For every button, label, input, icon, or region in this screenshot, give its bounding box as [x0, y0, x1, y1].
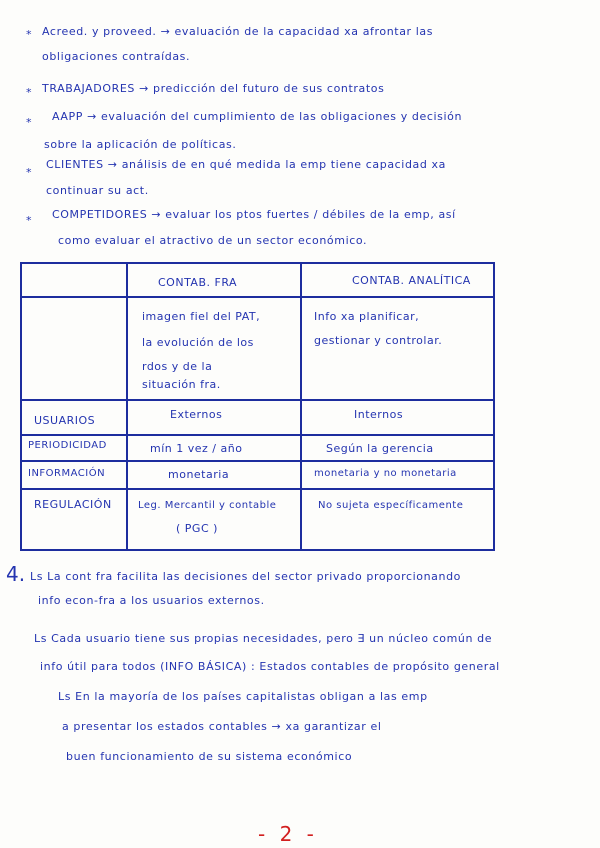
bullet-text-line: AAPP → evaluación del cumplimiento de las obligaciones y decisión [52, 110, 463, 123]
bullet-marker: * [26, 166, 32, 179]
purpose-fra-line: situación fra. [142, 378, 221, 391]
purpose-analitica-line: Info xa planificar, [314, 310, 420, 323]
paragraph-line: buen funcionamiento de su sistema económico [66, 750, 353, 763]
cell-usuarios-fra: Externos [170, 408, 223, 421]
row-label-usuarios: USUARIOS [34, 414, 96, 427]
bullet-marker: * [26, 28, 32, 41]
cell-usuarios-analitica: Internos [354, 408, 404, 421]
cell-regulacion-analitica: No sujeta específicamente [318, 500, 464, 511]
paragraph-line: a presentar los estados contables → xa garantizar el [62, 720, 382, 733]
bullet-marker: * [26, 214, 32, 227]
section4-line: info econ-fra a los usuarios externos. [38, 594, 265, 607]
bullet-text-line: CLIENTES → análisis de en qué medida la emp tiene capacidad xa [46, 158, 447, 171]
row-label-periodicidad: PERIODICIDAD [28, 440, 107, 451]
table-header-analitica: CONTAB. ANALÍTICA [352, 274, 471, 287]
bullet-text-line: TRABAJADORES → predicción del futuro de sus contratos [42, 82, 385, 95]
purpose-fra-line: rdos y de la [142, 360, 213, 373]
purpose-fra-line: imagen fiel del PAT, [142, 310, 261, 323]
bullet-text-line: sobre la aplicación de políticas. [44, 138, 237, 151]
section4-line: Ls La cont fra facilita las decisiones del sector privado proporcionando [30, 570, 462, 583]
cell-periodicidad-analitica: Según la gerencia [326, 442, 434, 455]
bullet-text-line: COMPETIDORES → evaluar los ptos fuertes / débiles de la emp, así [52, 208, 456, 221]
row-label-informacion: INFORMACIÓN [28, 468, 106, 479]
cell-regulacion-fra: Leg. Mercantil y contable [138, 500, 277, 511]
cell-informacion-fra: monetaria [168, 468, 230, 481]
cell-periodicidad-fra: mín 1 vez / año [150, 442, 243, 455]
row-label-regulacion: REGULACIÓN [34, 498, 112, 511]
bullet-marker: * [26, 86, 32, 99]
bullet-text-line: obligaciones contraídas. [42, 50, 191, 63]
comparison-table [20, 262, 495, 551]
paragraph-line: Ls En la mayoría de los países capitalistas obligan a las emp [58, 690, 428, 703]
section-number: 4. [6, 562, 26, 586]
bullet-marker: * [26, 116, 32, 129]
paragraph-line: info útil para todos (INFO BÁSICA) : Estados contables de propósito general [40, 660, 500, 673]
bullet-text-line: como evaluar el atractivo de un sector económico. [58, 234, 368, 247]
bullet-text-line: Acreed. y proveed. → evaluación de la capacidad xa afrontar las [42, 25, 434, 38]
table-header-fra: CONTAB. FRA [158, 276, 238, 289]
cell-regulacion-fra-2: ( PGC ) [176, 522, 218, 535]
purpose-fra-line: la evolución de los [142, 336, 254, 349]
bullet-text-line: continuar su act. [46, 184, 149, 197]
cell-informacion-analitica: monetaria y no monetaria [314, 468, 457, 479]
paragraph-line: Ls Cada usuario tiene sus propias necesidades, pero ∃ un núcleo común de [34, 632, 493, 645]
purpose-analitica-line: gestionar y controlar. [314, 334, 443, 347]
page-number: - 2 - [258, 822, 318, 846]
